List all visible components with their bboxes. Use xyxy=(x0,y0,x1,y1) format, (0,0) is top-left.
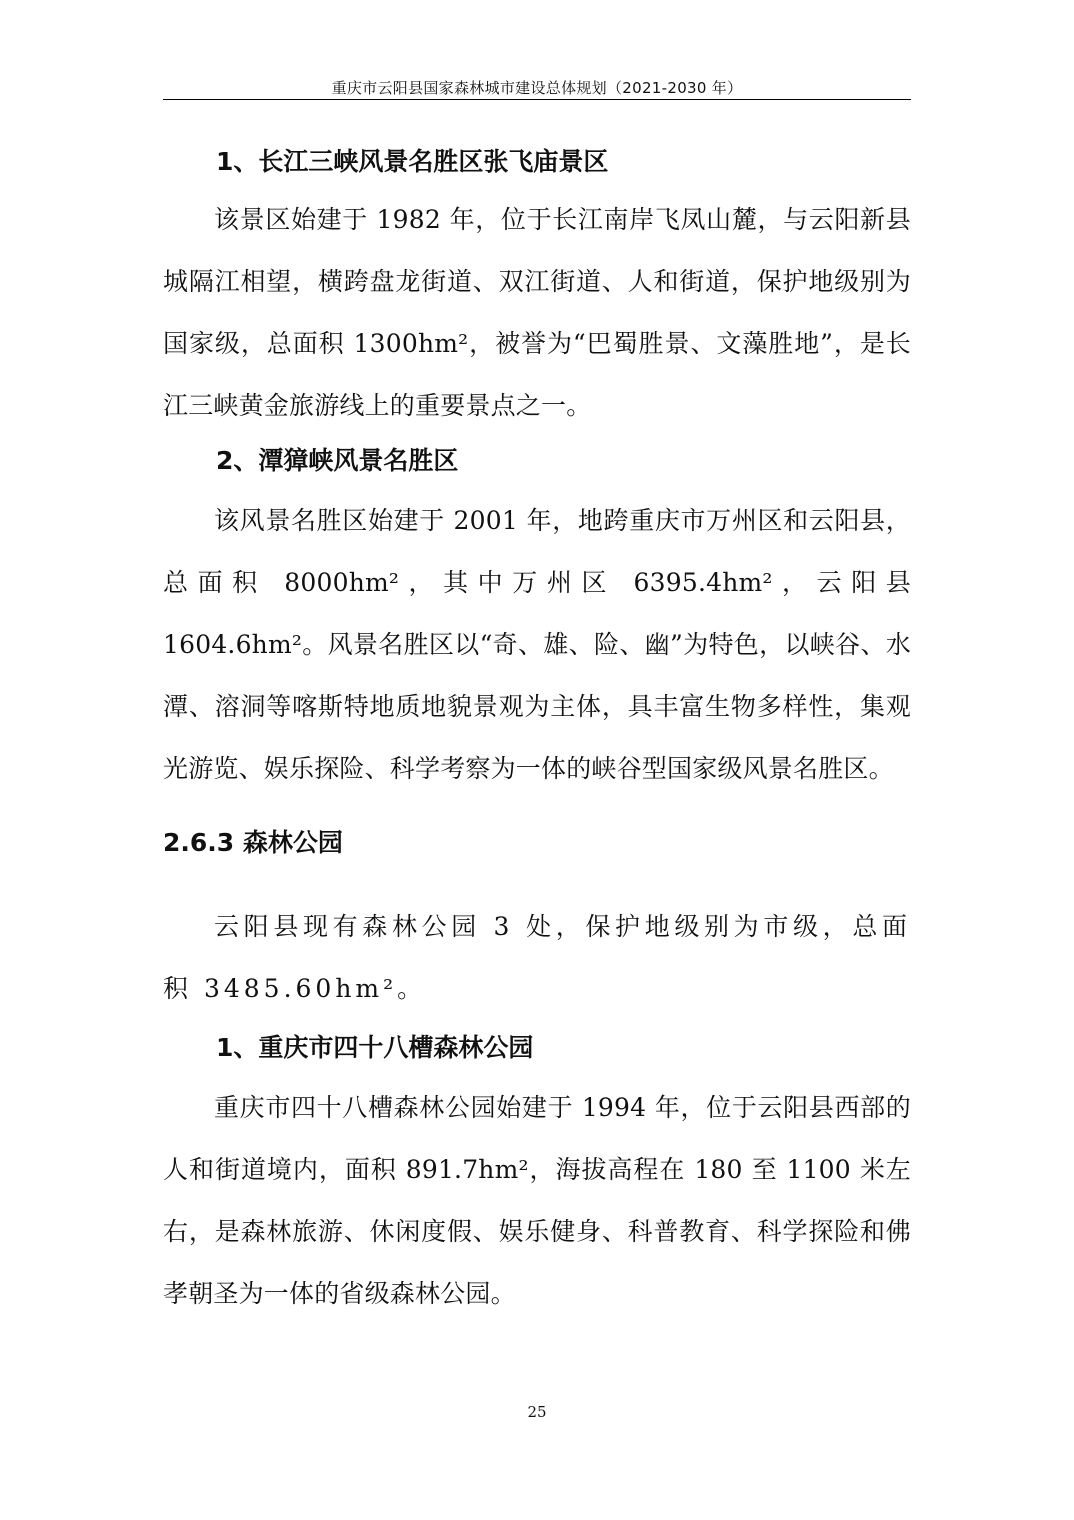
running-header: 重庆市云阳县国家森林城市建设总体规划（2021-2030 年） xyxy=(331,79,743,97)
heading-forest-parks: 2.6.3 森林公园 xyxy=(163,828,343,857)
page-number: 25 xyxy=(527,1403,547,1421)
header-rule xyxy=(163,99,911,100)
paragraph-forest-parks: 云阳县现有森林公园 3 处，保护地级别为市级，总面积 3485.60hm²。 xyxy=(163,912,911,1003)
paragraph-zhangfei-temple: 该景区始建于 1982 年，位于长江南岸飞凤山麓，与云阳新县城隔江相望，横跨盘龙街道、双江街道、人和街道，保护地级别为国家级，总面积 1300hm²，被誉为“巴蜀胜景、文藻胜地”，是长江三峡黄金旅游线上的重要景点之一。 xyxy=(163,205,911,420)
heading-tanzhangxia: 2、潭獐峡风景名胜区 xyxy=(216,446,459,475)
paragraph-sishibacao: 重庆市四十八槽森林公园始建于 1994 年，位于云阳县西部的人和街道境内，面积 891.7hm²，海拔高程在 180 至 1100 米左右，是森林旅游、休闲度假、娱乐健身、科普教育、科学探险和佛孝朝圣为一体的省级森林公园。 xyxy=(163,1093,911,1308)
heading-zhangfei-temple: 1、长江三峡风景名胜区张飞庙景区 xyxy=(216,147,609,176)
paragraph-tanzhangxia: 该风景名胜区始建于 2001 年，地跨重庆市万州区和云阳县，总面积 8000hm²，其中万州区 6395.4hm²，云阳县 1604.6hm²。风景名胜区以“奇、雄、险、幽”为特色，以峡谷、水潭、溶洞等喀斯特地质地貌景观为主体，具丰富生物多样性，集观光游览、娱乐探险、科学考察为一体的峡谷型国家级风景名胜区。 xyxy=(163,506,911,783)
heading-sishibacao: 1、重庆市四十八槽森林公园 xyxy=(216,1033,534,1062)
